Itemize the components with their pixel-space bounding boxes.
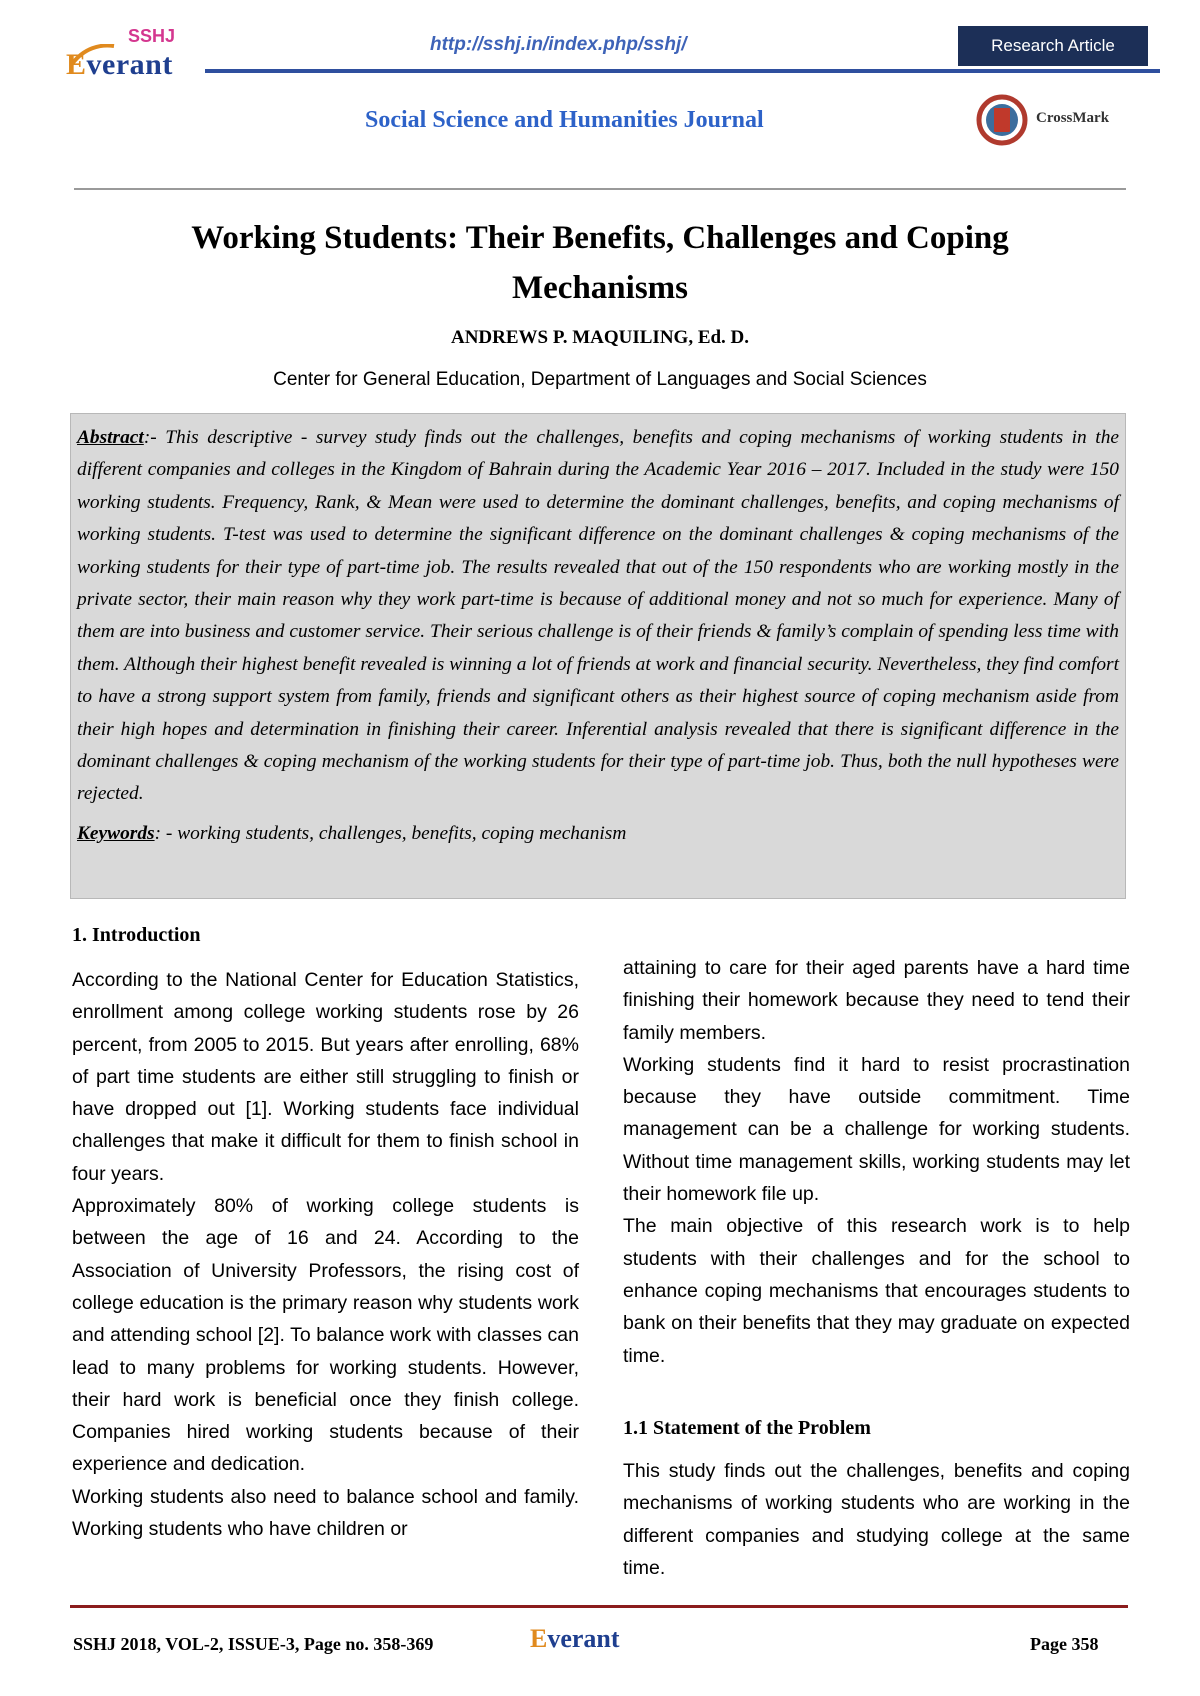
footer-divider <box>70 1605 1128 1608</box>
crossmark-label: CrossMark <box>1036 110 1110 126</box>
intro-paragraph: Approximately 80% of working college students is between the age of 16 and 24. According to the Association of University Professors, the rising cost of college education is the primary reason why students work and attending school [2]. To balance work with classes can lead to many problems for working students. However, their hard work is beneficial once they finish college. Companies hired working students because of their experience and dedication. <box>72 1195 579 1476</box>
page-number: Page 358 <box>1030 1634 1099 1654</box>
abstract-label: Abstract <box>77 427 144 448</box>
intro-paragraph: attaining to care for their aged parents have a hard time finishing their homework because they need to tend their family members. <box>623 957 1130 1044</box>
right-column <box>623 952 1130 1372</box>
crossmark-badge[interactable] <box>976 94 1126 146</box>
journal-title: Social Science and Humanities Journal <box>365 107 764 133</box>
crossmark-icon <box>976 94 1028 146</box>
author-affiliation: Center for General Education, Department of Languages and Social Sciences <box>273 369 927 390</box>
article-type-badge: Research Article <box>958 26 1148 66</box>
problem-paragraph: This study finds out the challenges, benefits and coping mechanisms of working students who are working in the different companies and studying college at the same time. <box>623 1460 1130 1579</box>
journal-logo <box>66 26 196 88</box>
keywords-line <box>77 821 1119 847</box>
footer-logo <box>530 1620 650 1660</box>
keywords-label: Keywords <box>77 822 155 844</box>
problem-heading: 1.1 Statement of the Problem <box>623 1417 871 1439</box>
title-divider <box>74 188 1126 190</box>
problem-column <box>623 1455 1130 1584</box>
intro-paragraph: Working students find it hard to resist procrastination because they have outside commitment. Time management can be a challenge for working students. Without time management skills, working students may let their homework file up. <box>623 1053 1130 1206</box>
intro-paragraph: Working students also need to balance school and family. Working students who have children or <box>72 1485 579 1541</box>
abstract-box <box>70 413 1126 899</box>
keywords-text: : - working students, challenges, benefits, coping mechanism <box>154 822 627 844</box>
author-name: ANDREWS P. MAQUILING, Ed. D. <box>450 327 750 348</box>
header-divider <box>205 69 1160 73</box>
logo-brand: Everant <box>66 48 173 81</box>
footer-logo-brand: Everant <box>530 1624 620 1653</box>
left-column <box>72 964 579 1545</box>
intro-heading: 1. Introduction <box>72 924 201 946</box>
logo-sshj-text: SSHJ <box>128 26 176 46</box>
abstract-paragraph <box>77 422 1119 811</box>
abstract-text: :- This descriptive - survey study finds out the challenges, benefits and coping mechanisms of working students in the different companies and colleges in the Kingdom of Bahrain during the Academic Year 2016 – 2017. Included in the study were 150 working students. Frequency, Rank, & Mean were used to determine the dominant challenges, benefits, and coping mechanisms of working students. T-test was used to determine the significant difference on the dominant challenges & coping mechanisms of the working students for their type of part-time job. The results revealed that out of the 150 respondents who are working mostly in the private sector, their main reason why they work part-time is because of additional money and not so much for experience. Many of them are into business and customer service. Their serious challenge is of their friends & family’s complain of spending less time with them. Although their highest benefit revealed is winning a lot of friends at work and financial security. Nevertheless, they find comfort to have a strong support system from family, friends and significant others as their highest source of coping mechanism aside from their high hopes and determination in finishing their career. Inferential analysis revealed that there is significant difference in the dominant challenges & coping mechanism of the working students for their type of part-time job. Thus, both the null hypotheses were rejected. <box>77 427 1119 805</box>
footer-citation: SSHJ 2018, VOL-2, ISSUE-3, Page no. 358-369 <box>73 1634 434 1654</box>
journal-url-link[interactable]: http://sshj.in/index.php/sshj/ <box>430 34 687 55</box>
intro-paragraph: According to the National Center for Education Statistics, enrollment among college working students rose by 26 percent, from 2005 to 2015. But years after enrolling, 68% of part time students are either still struggling to finish or have dropped out [1]. Working students face individual challenges that make it difficult for them to finish school in four years. <box>72 969 579 1185</box>
intro-paragraph: The main objective of this research work is to help students with their challenges and for the school to enhance coping mechanisms that encourages students to bank on their benefits that they may graduate on expected time. <box>623 1215 1130 1367</box>
paper-title: Working Students: Their Benefits, Challenges and Coping Mechanisms <box>191 220 1009 306</box>
